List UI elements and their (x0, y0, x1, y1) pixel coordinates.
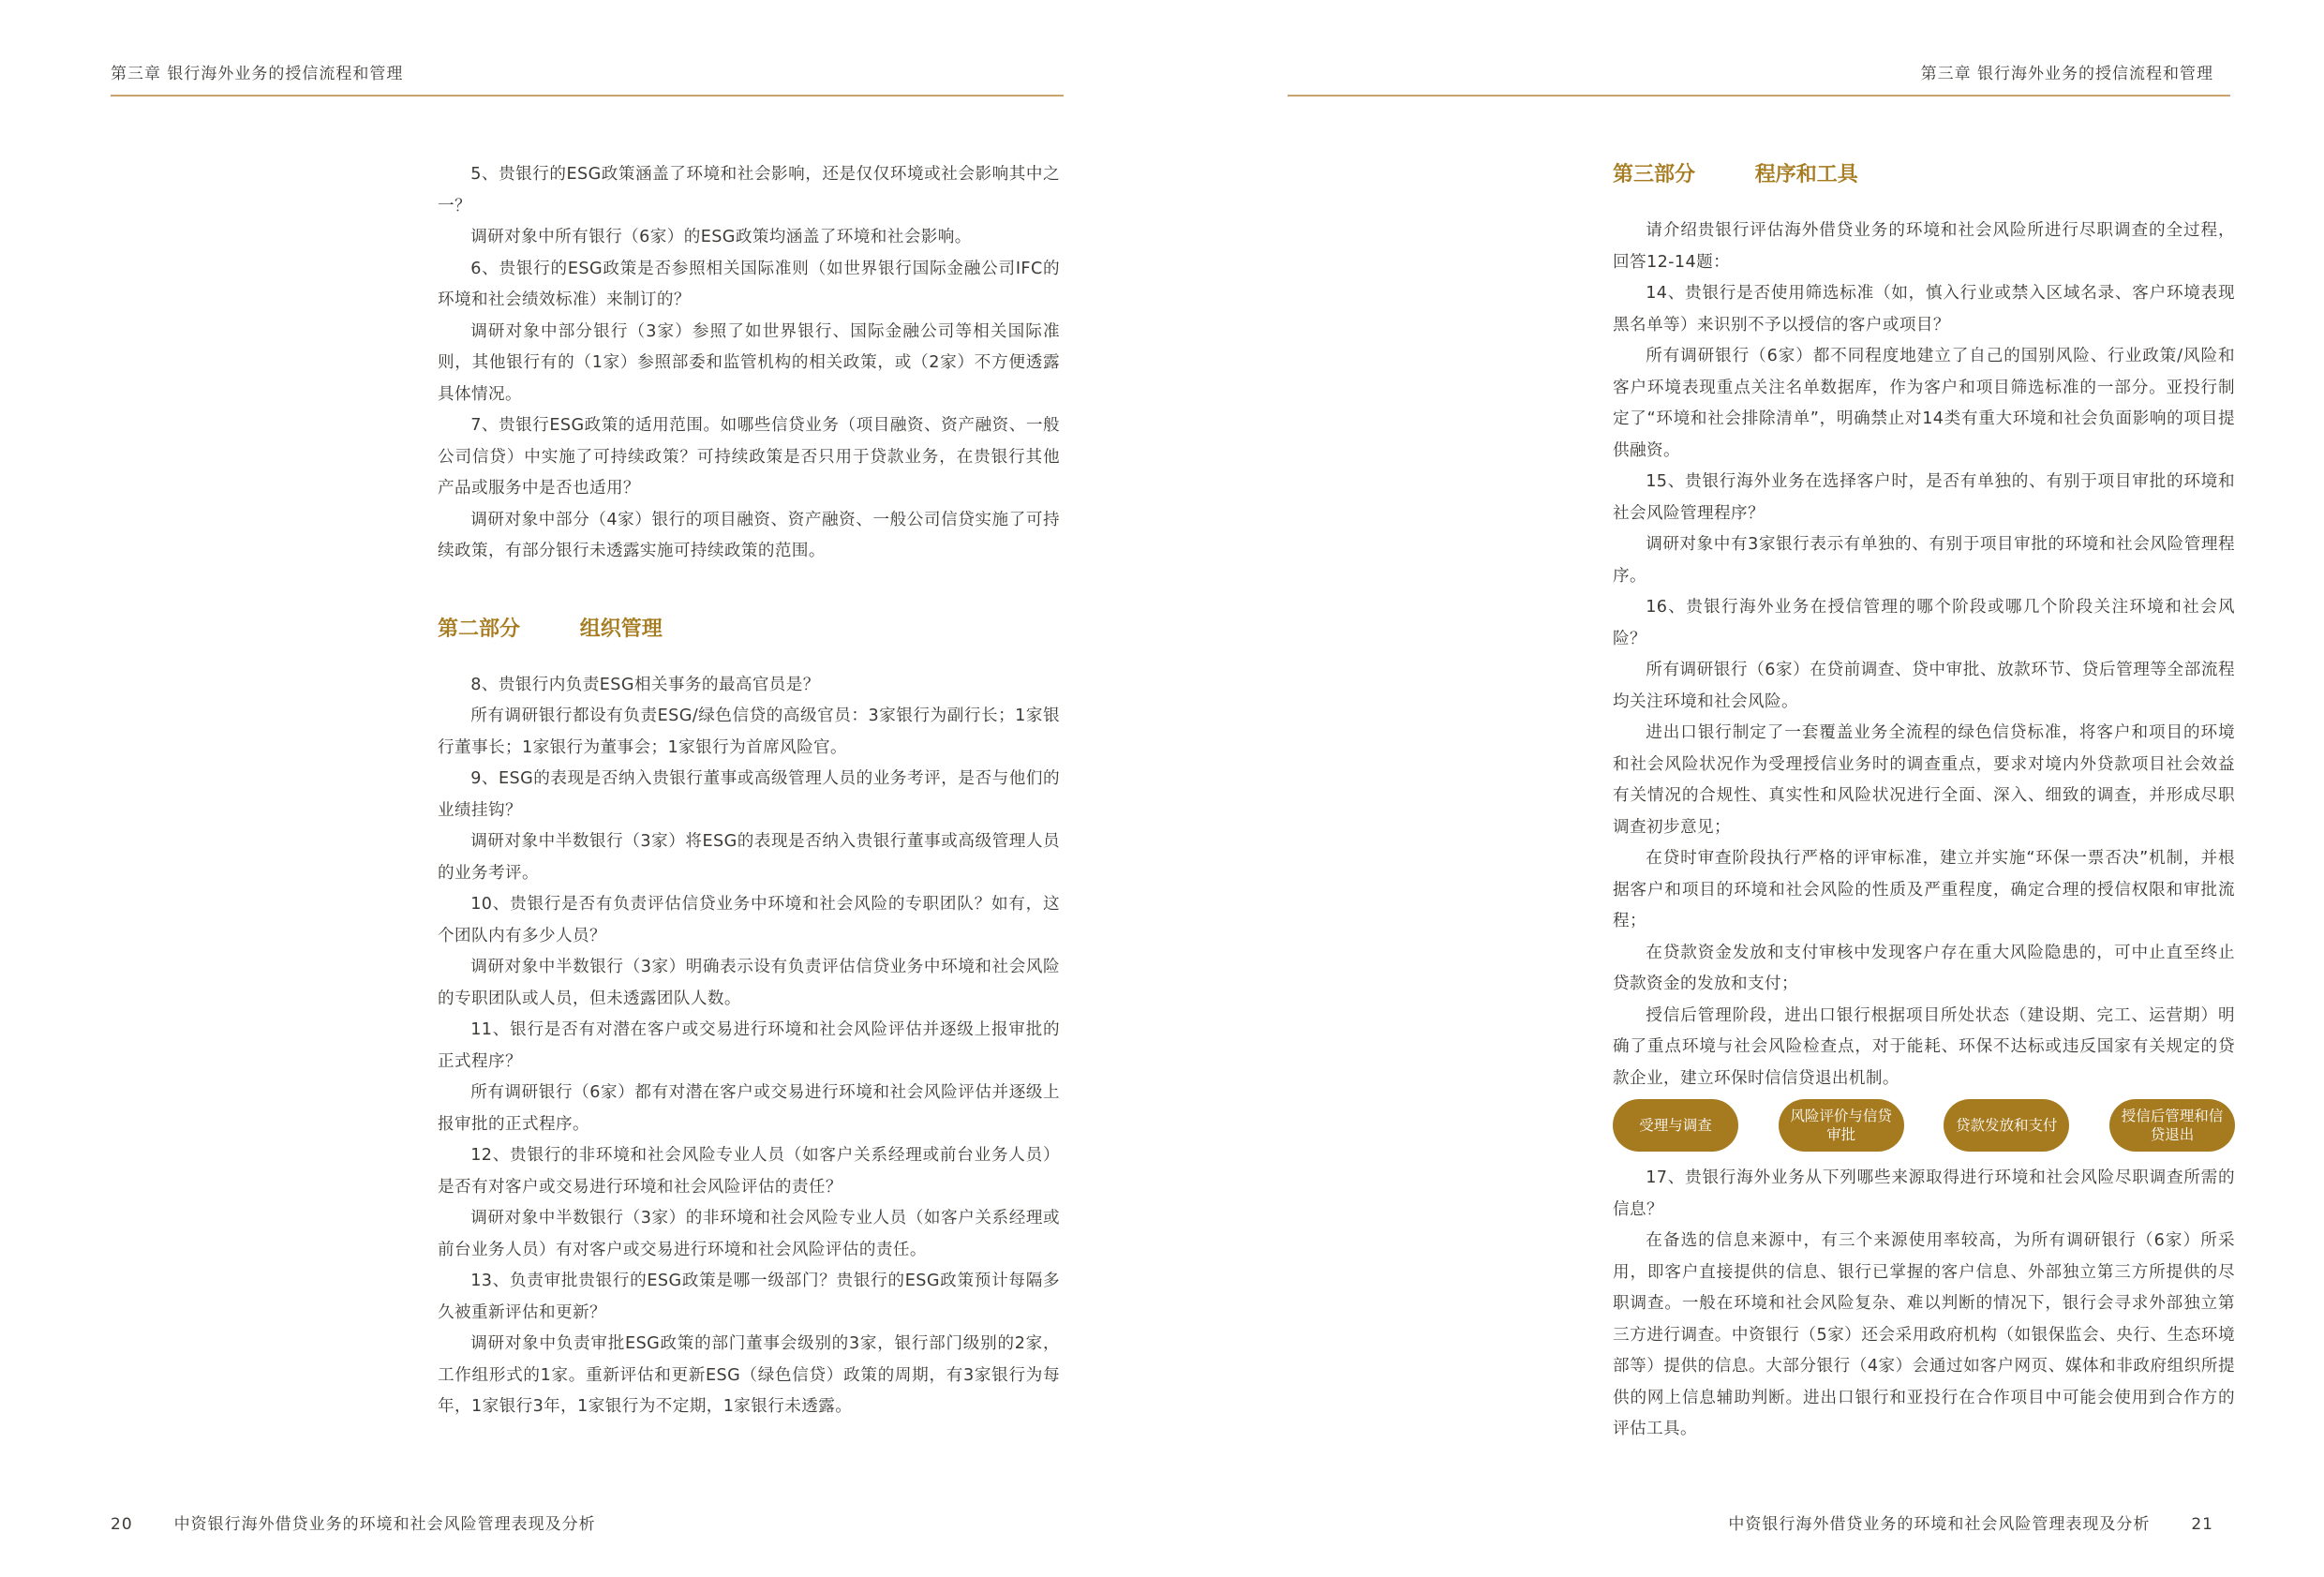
section-number: 第二部分 (438, 617, 521, 641)
paragraph: 调研对象中半数银行（3家）将ESG的表现是否纳入贵银行董事或高级管理人员的业务考评。 (438, 832, 1060, 883)
header-rule (1288, 95, 2230, 97)
left-column (438, 159, 1060, 1423)
section-heading (438, 614, 1060, 670)
paragraph: 6、贵银行的ESG政策是否参照相关国际准则（如世界银行国际金融公司IFC的环境和社会绩效标准）来制订的？ (438, 259, 1060, 309)
paragraph: 调研对象中部分银行（3家）参照了如世界银行、国际金融公司等相关国际准则，其他银行有的（1家）参照部委和监管机构的相关政策，或（2家）不方便透露具体情况。 (438, 321, 1060, 404)
spacer (438, 568, 1060, 614)
running-head: 第三章 银行海外业务的授信流程和管理 (1920, 65, 2213, 83)
flow-step-post-management: 授信后管理和信贷退出 (2109, 1099, 2235, 1152)
paragraph: 调研对象中负责审批ESG政策的部门董事会级别的3家，银行部门级别的2家，工作组形式的1家。重新评估和更新ESG（绿色信贷）政策的周期，有3家银行为每年，1家银行3年，1家银行为不定期，1家银行未透露。 (438, 1334, 1060, 1416)
paragraph: 所有调研银行都设有负责ESG/绿色信贷的高级官员：3家银行为副行长；1家银行董事长；1家银行为董事会；1家银行为首席风险官。 (438, 707, 1060, 757)
paragraph: 调研对象中半数银行（3家）的非环境和社会风险专业人员（如客户关系经理或前台业务人员）有对客户或交易进行环境和社会风险评估的责任。 (438, 1209, 1060, 1259)
paragraph: 14、贵银行是否使用筛选标准（如，慎入行业或禁入区域名录、客户环境表现黑名单等）来识别不予以授信的客户或项目？ (1613, 284, 2235, 335)
running-head: 第三章 银行海外业务的授信流程和管理 (111, 65, 404, 83)
paragraph: 17、贵银行海外业务从下列哪些来源取得进行环境和社会风险尽职调查所需的信息？ (1613, 1168, 2235, 1219)
paragraph: 在贷款资金发放和支付审核中发现客户存在重大风险隐患的，可中止直至终止贷款资金的发放和支付； (1613, 943, 2235, 993)
flow-step-review: 风险评价与信贷审批 (1779, 1099, 1904, 1152)
paragraph: 在备选的信息来源中，有三个来源使用率较高，为所有调研银行（6家）所采用，即客户直接提供的信息、银行已掌握的客户信息、外部独立第三方所提供的尽职调查。一般在环境和社会风险复杂、难以判断的情况下，银行会寻求外部独立第三方进行调查。中资银行（5家）还会采用政府机构（如银保监会、央行、生态环境部等）提供的信息。大部分银行（4家）会通过如客户网页、媒体和非政府组织所提供的网上信息辅助判断。进出口银行和亚投行在合作项目中可能会使用到合作方的评估工具。 (1613, 1231, 2235, 1438)
paragraph: 10、贵银行是否有负责评估信贷业务中环境和社会风险的专职团队？如有，这个团队内有多少人员？ (438, 895, 1060, 945)
page-number: 21 (2191, 1515, 2213, 1534)
section-title: 程序和工具 (1754, 163, 1858, 186)
paragraph: 5、贵银行的ESG政策涵盖了环境和社会影响，还是仅仅环境或社会影响其中之一？ (438, 165, 1060, 216)
footer-title: 中资银行海外借贷业务的环境和社会风险管理表现及分析 (1728, 1515, 2151, 1534)
paragraph: 调研对象中部分（4家）银行的项目融资、资产融资、一般公司信贷实施了可持续政策，有部分银行未透露实施可持续政策的范围。 (438, 510, 1060, 560)
paragraph: 在贷时审查阶段执行严格的评审标准，建立并实施“环保一票否决”机制，并根据客户和项目的环境和社会风险的性质及严重程度，确定合理的授信权限和审批流程； (1613, 849, 2235, 930)
paragraph: 15、贵银行海外业务在选择客户时，是否有单独的、有别于项目审批的环境和社会风险管理程序？ (1613, 472, 2235, 523)
paragraph: 调研对象中半数银行（3家）明确表示设有负责评估信贷业务中环境和社会风险的专职团队或人员，但未透露团队人数。 (438, 958, 1060, 1008)
paragraph: 调研对象中有3家银行表示有单独的、有别于项目审批的环境和社会风险管理程序。 (1613, 535, 2235, 586)
right-page (1162, 0, 2324, 1577)
paragraph: 8、贵银行内负责ESG相关事务的最高官员是？ (470, 675, 820, 694)
paragraph: 13、负责审批贵银行的ESG政策是哪一级部门？贵银行的ESG政策预计每隔多久被重新评估和更新？ (438, 1272, 1060, 1322)
section-heading (1613, 159, 2235, 216)
paragraph: 所有调研银行（6家）都有对潜在客户或交易进行环境和社会风险评估并逐级上报审批的正式程序。 (438, 1083, 1060, 1134)
section-title: 组织管理 (579, 617, 663, 641)
paragraph: 所有调研银行（6家）在贷前调查、贷中审批、放款环节、贷后管理等全部流程均关注环境和社会风险。 (1613, 661, 2235, 711)
paragraph: 所有调研银行（6家）都不同程度地建立了自己的国别风险、行业政策/风险和客户环境表现重点关注名单数据库，作为客户和项目筛选标准的一部分。亚投行制定了“环境和社会排除清单”，明确禁止对14类有重大环境和社会负面影响的项目提供融资。 (1613, 347, 2235, 460)
process-flow (1613, 1099, 2235, 1152)
paragraph: 调研对象中所有银行（6家）的ESG政策均涵盖了环境和社会影响。 (470, 228, 972, 246)
paragraph: 11、银行是否有对潜在客户或交易进行环境和社会风险评估并逐级上报审批的正式程序？ (438, 1020, 1060, 1071)
flow-step-disbursement: 贷款发放和支付 (1944, 1099, 2069, 1152)
paragraph: 请介绍贵银行评估海外借贷业务的环境和社会风险所进行尽职调查的全过程，回答12-14题： (1613, 221, 2235, 272)
paragraph: 12、贵银行的非环境和社会风险专业人员（如客户关系经理或前台业务人员）是否有对客户或交易进行环境和社会风险评估的责任？ (438, 1146, 1060, 1197)
page-footer (1728, 1510, 2213, 1534)
page-footer (111, 1510, 596, 1534)
right-column (1613, 159, 2235, 1446)
footer-title: 中资银行海外借贷业务的环境和社会风险管理表现及分析 (173, 1515, 596, 1534)
flow-step-intake: 受理与调查 (1613, 1099, 1738, 1152)
paragraph: 进出口银行制定了一套覆盖业务全流程的绿色信贷标准，将客户和项目的环境和社会风险状况作为受理授信业务时的调查重点，要求对境内外贷款项目社会效益有关情况的合规性、真实性和风险状况进行全面、深入、细致的调查，并形成尽职调查初步意见； (1613, 723, 2235, 837)
paragraph: 7、贵银行ESG政策的适用范围。如哪些信贷业务（项目融资、资产融资、一般公司信贷）中实施了可持续政策？可持续政策是否只用于贷款业务，在贵银行其他产品或服务中是否也适用？ (438, 416, 1060, 498)
section-number: 第三部分 (1613, 163, 1696, 186)
paragraph: 16、贵银行海外业务在授信管理的哪个阶段或哪几个阶段关注环境和社会风险？ (1613, 598, 2235, 648)
paragraph: 授信后管理阶段，进出口银行根据项目所处状态（建设期、完工、运营期）明确了重点环境与社会风险检查点，对于能耗、环保不达标或违反国家有关规定的贷款企业，建立环保时信信贷退出机制。 (1613, 1005, 2235, 1088)
page-number: 20 (111, 1515, 133, 1534)
header-rule (111, 95, 1064, 97)
paragraph: 9、ESG的表现是否纳入贵银行董事或高级管理人员的业务考评，是否与他们的业绩挂钩？ (438, 769, 1060, 820)
